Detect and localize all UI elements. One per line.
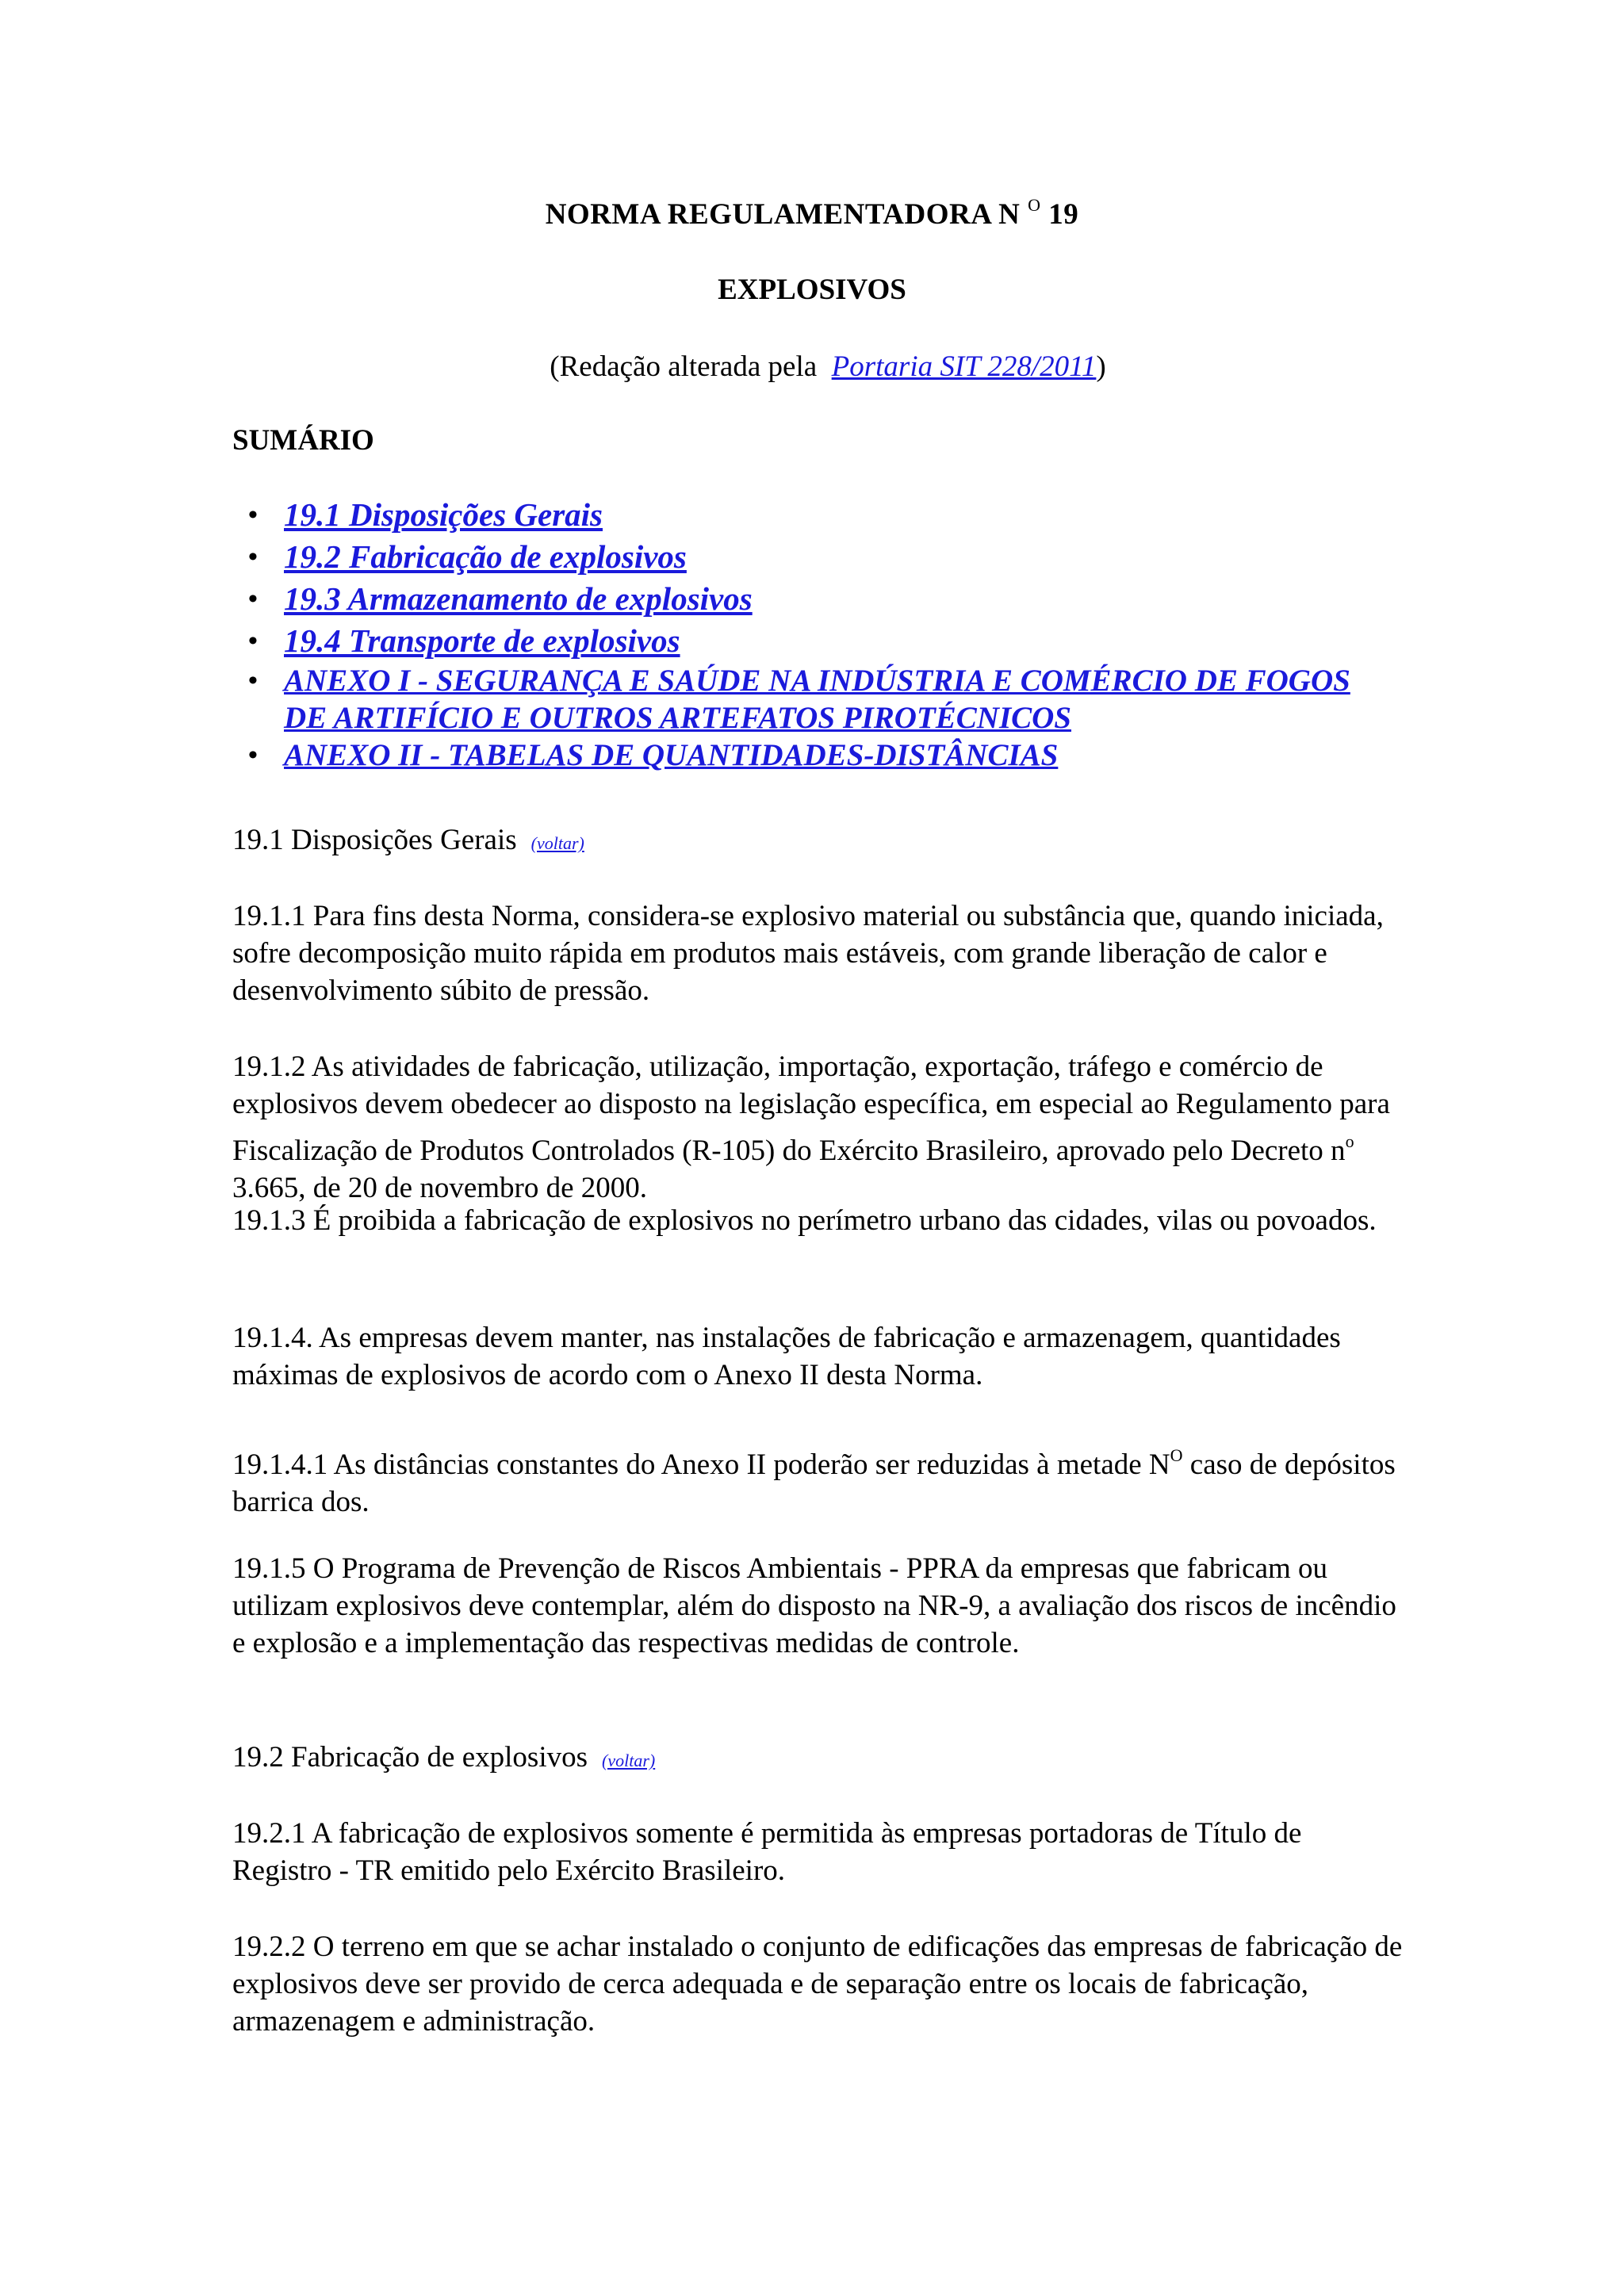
toc-link-anexo-2[interactable]: ANEXO II - TABELAS DE QUANTIDADES-DISTÂNCIAS: [284, 738, 1059, 772]
toc-item: [284, 662, 1394, 737]
toc-link-19-3[interactable]: 19.3 Armazenamento de explosivos: [284, 580, 753, 617]
sumario-list: [284, 494, 1394, 774]
sumario-heading: SUMÁRIO: [232, 424, 374, 457]
redacao-note: (Redação alterada pela Portaria SIT 228/2011): [550, 350, 1106, 383]
toc-item: [284, 494, 1394, 536]
portaria-link[interactable]: Portaria SIT 228/2011: [831, 350, 1097, 383]
toc-link-anexo-1[interactable]: ANEXO I - SEGURANÇA E SAÚDE NA INDÚSTRIA E COMÉRCIO DE FOGOS DE ARTIFÍCIO E OUTROS ARTEFATOS PIROTÉCNICOS: [284, 664, 1350, 735]
toc-item: [284, 620, 1394, 662]
title-superscript: O: [1028, 195, 1041, 215]
toc-link-19-1[interactable]: 19.1 Disposições Gerais: [284, 496, 603, 533]
toc-item: [284, 737, 1394, 774]
page-subtitle: EXPLOSIVOS: [718, 274, 906, 306]
paragraph-19-2-2: 19.2.2 O terreno em que se achar instalado o conjunto de edificações das empresas de fabricação de explosivos deve ser provido de cerca adequada e de separação entre os locais de fabricação, armazenagem e administração.: [232, 1931, 1403, 2038]
paragraph-19-2-1: 19.2.1 A fabricação de explosivos somente é permitida às empresas portadoras de Título de Registro - TR emitido pelo Exército Brasileiro.: [232, 1817, 1302, 1887]
section-heading-19-1: 19.1 Disposições Gerais (voltar): [232, 824, 584, 856]
toc-link-19-4[interactable]: 19.4 Transporte de explosivos: [284, 622, 680, 659]
paragraph-19-1-3: 19.1.3 É proibida a fabricação de explosivos no perímetro urbano das cidades, vilas ou povoados.: [232, 1204, 1377, 1237]
paragraph-19-1-1: 19.1.1 Para fins desta Norma, considera-se explosivo material ou substância que, quando iniciada, sofre decomposição muito rápida em produtos mais estáveis, com grande liberação de calor e desenvolvimento súbito de pressão.: [232, 900, 1384, 1007]
paragraph-19-1-4-1: 19.1.4.1 As distâncias constantes do Anexo II poderão ser reduzidas à metade $N^O$ caso de depósitos barrica dos.: [232, 1445, 1396, 1518]
voltar-link[interactable]: (voltar): [530, 833, 584, 853]
voltar-link[interactable]: (voltar): [602, 1751, 656, 1770]
title-number: 19: [1048, 198, 1079, 231]
section-heading-19-2: 19.2 Fabricação de explosivos (voltar): [232, 1741, 656, 1774]
toc-item: [284, 578, 1394, 620]
page-title: NORMA REGULAMENTADORA N $^O$ 19: [545, 195, 1079, 231]
toc-item: [284, 536, 1394, 578]
paragraph-19-1-5: 19.1.5 O Programa de Prevenção de Riscos Ambientais - PPRA da empresas que fabricam ou utilizam explosivos deve contemplar, além do disposto na NR-9, a avaliação dos riscos de incêndio e explosão e a implementação das respectivas medidas de controle.: [232, 1552, 1396, 1659]
paragraph-19-1-4: 19.1.4. As empresas devem manter, nas instalações de fabricação e armazenagem, quantidades máximas de explosivos de acordo com o Anexo II desta Norma.: [232, 1322, 1341, 1391]
paragraph-19-1-2: 19.1.2 As atividades de fabricação, utilização, importação, exportação, tráfego e comércio de explosivos devem obedecer ao disposto na legislação específica, em especial ao Regulamento para Fiscalização de Produtos Controlados (R-105) do Exército Brasileiro, aprovado pelo Decreto $n^o$ 3.665, de 20 de novembro de 2000.: [232, 1050, 1390, 1204]
toc-link-19-2[interactable]: 19.2 Fabricação de explosivos: [284, 538, 687, 575]
